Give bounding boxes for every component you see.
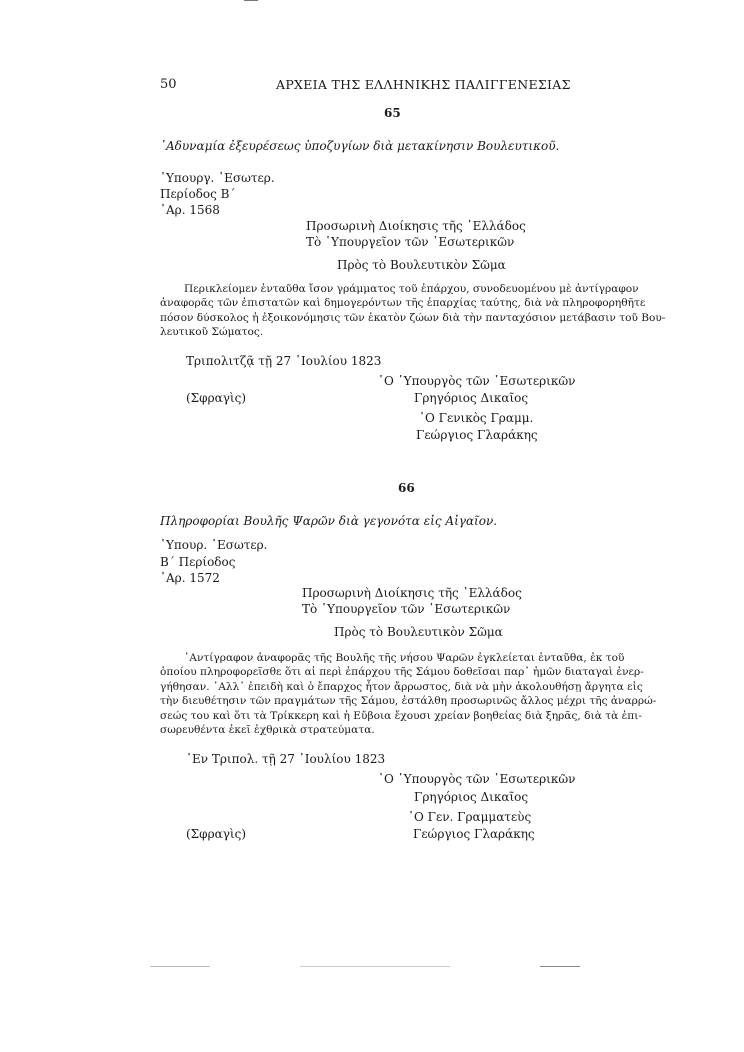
- signature-line: Γεώργιος Γλαράκης: [416, 428, 538, 442]
- address-line: Προσωρινὴ Διοίκησις τῆς ῾Ελλάδος: [302, 586, 522, 600]
- address-line: Τὸ ῾Υπουργεῖον τῶν ᾿Εσωτερικῶν: [302, 602, 511, 616]
- address-line: Προσωρινὴ Διοίκησις τῆς ῾Ελλάδος: [306, 219, 526, 233]
- reference-line: ῾Υπουρ. ᾿Εσωτερ.: [160, 538, 268, 552]
- scan-mark: [300, 966, 450, 967]
- scan-mark: [150, 966, 210, 967]
- place-date: Τριπολιτζᾷ τῇ 27 ᾿Ιουλίου 1823: [186, 354, 382, 368]
- document-number-66: 66: [398, 481, 415, 495]
- seal-note: (Σφραγὶς): [186, 391, 247, 405]
- document-heading-65: ᾿Αδυναμία ἐξευρέσεως ὑποζυγίων διὰ μετακίνησιν Βουλευτικοῦ.: [160, 139, 560, 153]
- running-title: ΑΡΧΕΙΑ ΤΗΣ ΕΛΛΗΝΙΚΗΣ ΠΑΛΙΓΓΕΝΕΣΙΑΣ: [276, 77, 571, 92]
- signature-line: ῾Ο ῾Υπουργὸς τῶν ᾿Εσωτερικῶν: [378, 772, 576, 786]
- signature-line: Γρηγόριος Δικαῖος: [414, 790, 529, 804]
- body-line: σεώς του καὶ ὅτι τὰ Τρίκκερη καὶ ἡ Εὔβοια ἔχουσι χρείαν βοηθείας διὰ ξηρᾶς, διὰ τὰ ἐπι-: [160, 709, 642, 722]
- letter-body-65: [160, 282, 666, 340]
- body-line: πόσον δύσκολος ἡ ἐξοικονόμησις τῶν ἑκατὸν ζώων διὰ τὴν πανταχόσιον μετάβασιν τοῦ Βου-: [160, 311, 666, 324]
- body-line: λευτικοῦ Σώματος.: [160, 326, 264, 339]
- signature-line: ῾Ο ῾Υπουργὸς τῶν ᾿Εσωτερικῶν: [378, 374, 576, 388]
- body-line: ὁποίου πληροφορεῖσθε ὅτι αἱ περὶ ἐπάρχου τῆς Σάμου δοθεῖσαι παρ᾿ ἡμῶν διαταγαὶ ἐνερ-: [160, 666, 644, 679]
- body-line: ἀναφορᾶς τῶν ἐπιστατῶν καὶ δημογερόντων τῆς ἐπαρχίας ταύτης, διὰ νὰ πληροφορηθῆτε: [160, 297, 646, 310]
- place-date: ᾿Εν Τριπολ. τῇ 27 ᾿Ιουλίου 1823: [186, 752, 386, 766]
- signature-line: ῾Ο Γεν. Γραμματεὺς: [408, 810, 532, 824]
- recipient-line: Πρὸς τὸ Βουλευτικὸν Σῶμα: [334, 625, 503, 639]
- document-number-65: 65: [384, 106, 401, 120]
- recipient-line: Πρὸς τὸ Βουλευτικὸν Σῶμα: [337, 258, 506, 272]
- reference-line: ᾿Αρ. 1568: [160, 203, 220, 217]
- body-line: Περικλείομεν ἐνταῦθα ἴσον γράμματος τοῦ ἐπάρχου, συνοδευομένου μὲ ἀντίγραφον: [184, 283, 639, 295]
- body-line: ᾿Αντίγραφον ἀναφορᾶς τῆς Βουλῆς τῆς νήσου Ψαρῶν ἐγκλείεται ἐνταῦθα, ἐκ τοῦ: [184, 652, 625, 664]
- reference-line: Περίοδος Β΄: [160, 187, 236, 201]
- address-line: Τὸ ῾Υπουργεῖον τῶν ᾿Εσωτερικῶν: [306, 235, 515, 249]
- page-number: 50: [160, 77, 177, 92]
- reference-line: ῾Υπουργ. ᾿Εσωτερ.: [160, 171, 275, 185]
- scan-mark: [540, 966, 580, 967]
- reference-line: Β΄ Περίοδος: [160, 555, 236, 569]
- letter-body-66: [160, 651, 657, 737]
- body-line: σωρευθέντα ἐκεῖ ἐχθρικὰ στρατεύματα.: [160, 724, 375, 737]
- reference-line: ᾿Αρ. 1572: [160, 571, 220, 585]
- document-heading-66: Πληροφορίαι Βουλῆς Ψαρῶν διὰ γεγονότα εἰς Αἰγαῖον.: [160, 514, 498, 528]
- body-line: τὴν διευθέτησιν τῶν πραγμάτων τῆς Σάμου, ἐστάλθη προσωρινῶς ἄλλος μέχρι τῆς ἀναρρώ-: [160, 695, 657, 708]
- signature-line: Γεώργιος Γλαράκης: [413, 827, 535, 841]
- body-line: γήθησαν. ᾿Αλλ᾿ ἐπειδὴ καὶ ὁ ἔπαρχος ἦτον ἄρρωστος, διὰ νὰ μὴν ἀκολουθήσῃ ἄργητα εἰς: [160, 680, 643, 693]
- signature-line: ῾Ο Γενικὸς Γραμμ.: [419, 411, 534, 425]
- signature-line: Γρηγόριος Δικαῖος: [414, 391, 529, 405]
- seal-note: (Σφραγὶς): [186, 827, 247, 841]
- scan-mark: [244, 0, 258, 1]
